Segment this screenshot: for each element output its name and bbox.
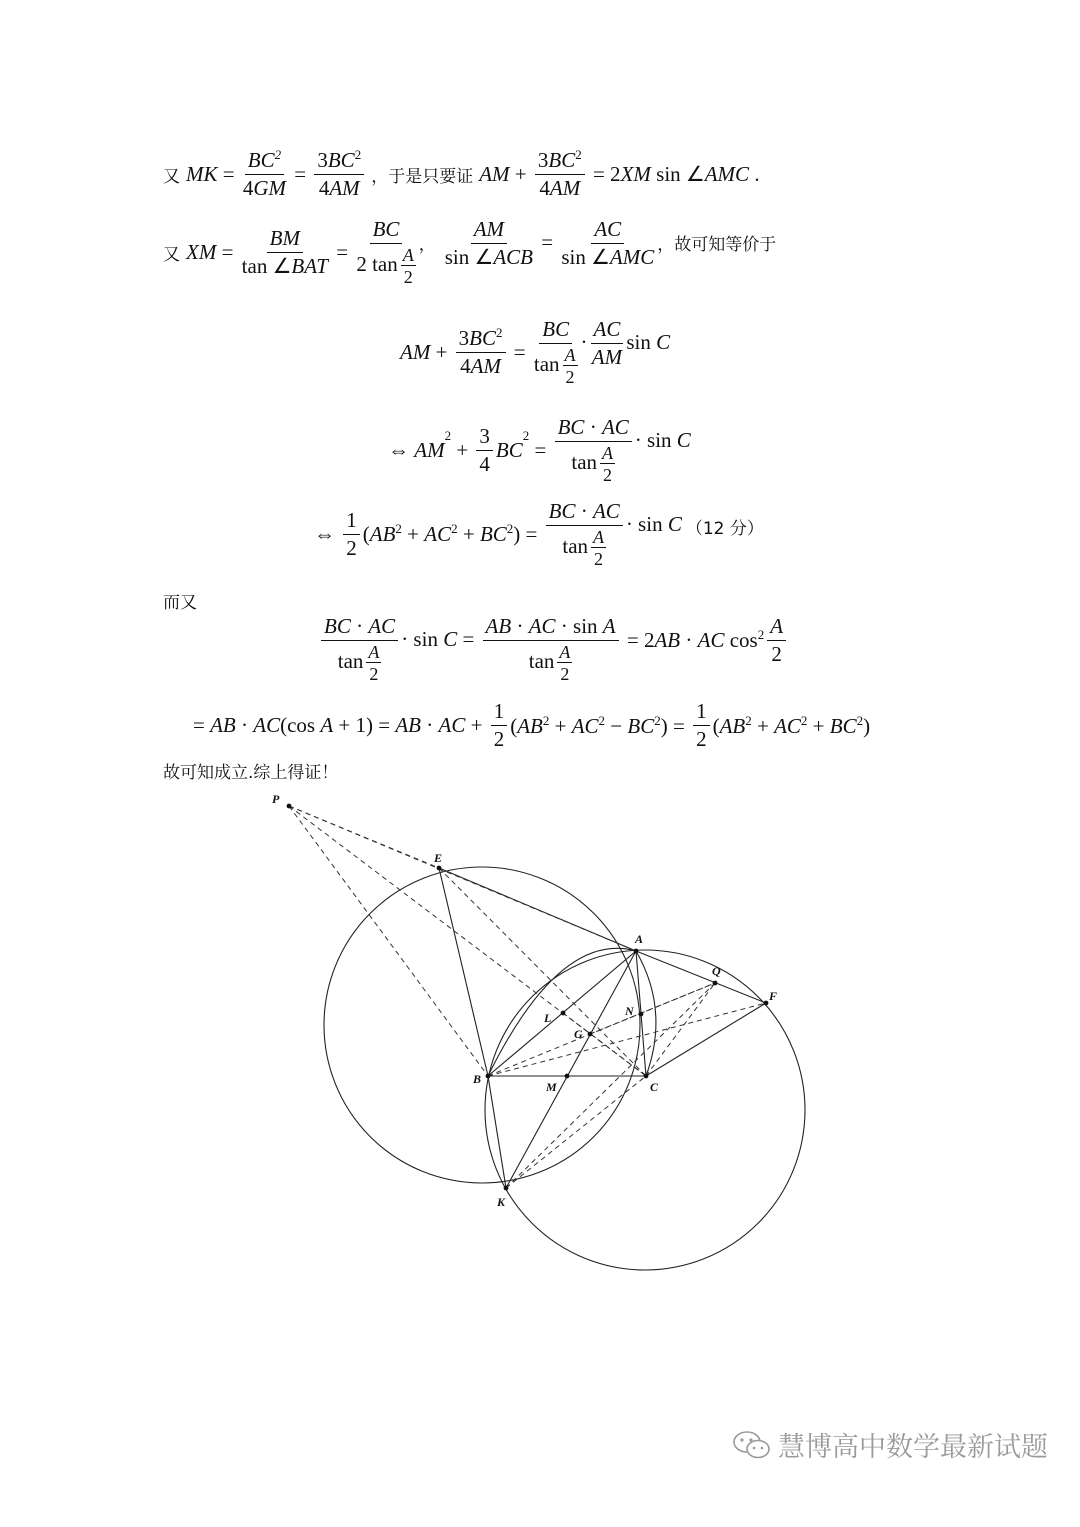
label-n: N — [625, 1004, 634, 1018]
dash-ec — [439, 868, 646, 1076]
equation-line-1: 又 MK = $\frac{BC^2}{4GM}$ = $\frac{3BC^2}{4AM}$ ，于是只要证 AM + $\frac{3BC^2}{4AM}$ = 2XM sin ∠AMC . — [163, 147, 760, 201]
point-a — [634, 949, 639, 954]
conclusion-text: 故可知成立.综上得证！ — [163, 763, 339, 783]
line2-suffix: ，故可知等价于 — [657, 235, 777, 255]
score-note: （12 分） — [685, 519, 764, 539]
segment-cf — [646, 1003, 766, 1076]
line1-prefix: 又 — [163, 166, 180, 187]
wechat-icon — [732, 1430, 772, 1460]
label-q: Q — [712, 964, 721, 978]
equation-3: AM + $\frac{3BC^2}{4AM}$ = BC tan $\frac{A}{2}$ · AC AM sin C — [400, 317, 671, 387]
segment-af — [636, 951, 766, 1003]
segment-ak — [506, 951, 636, 1188]
dash-pa — [289, 806, 636, 951]
equation-5: ⇔ 1 2 $(AB^2 + AC^2 + BC^2)$ = BC · AC tan $\frac{A}{2}$ · sin C （12 分） — [314, 499, 764, 569]
circle-right — [485, 950, 805, 1270]
dash-lc — [563, 1013, 646, 1076]
point-n — [639, 1012, 644, 1017]
line2-sep: ， — [418, 235, 436, 255]
point-c — [644, 1074, 649, 1079]
point-q — [713, 981, 718, 986]
watermark-text: 慧博高中数学最新试题 — [778, 1432, 1048, 1463]
label-m: M — [546, 1080, 557, 1094]
point-g — [588, 1032, 593, 1037]
point-f — [764, 1001, 769, 1006]
equation-7: = AB · AC(cos A + 1) = AB · AC + $\frac{1}{2}$ $(AB^2 + AC^2 - BC^2)$ = $\frac{1}{2}$ $(AB^2 + AC^2 + BC^2)$ — [193, 699, 871, 752]
point-l — [561, 1011, 566, 1016]
equation-line-2: 又 XM = BM tan ∠BAT = BC 2 tan $\frac{A}{2}$ ， AM sin ∠ACB = AC sin ∠AMC ，故可知等价于 — [163, 217, 777, 287]
circle-left — [324, 867, 640, 1183]
label-g: G — [574, 1027, 583, 1041]
label-b: B — [473, 1072, 482, 1086]
label-a: A — [635, 932, 644, 946]
point-b — [486, 1074, 491, 1079]
label-k: K — [497, 1195, 506, 1209]
label-c: C — [650, 1080, 659, 1094]
label-l: L — [544, 1011, 552, 1025]
line1-mid: ，于是只要证 — [371, 166, 474, 187]
segment-eb — [439, 868, 488, 1076]
point-k — [504, 1186, 509, 1191]
point-e — [437, 866, 442, 871]
point-m — [565, 1074, 570, 1079]
er-you-label: 而又 — [163, 593, 197, 613]
dash-pb — [289, 806, 488, 1076]
watermark — [732, 1425, 1048, 1464]
line2-prefix: 又 — [163, 244, 180, 265]
equation-6: BC · AC tan $\frac{A}{2}$ · sin C = AB · AC · sin A tan $\frac{A}{2}$ = 2AB · AC $\cos^2$ A 2 — [318, 615, 789, 684]
label-f: F — [769, 989, 778, 1003]
dash-kq — [506, 983, 715, 1188]
label-p: P — [272, 792, 280, 806]
label-e: E — [434, 851, 443, 865]
point-p — [287, 804, 292, 809]
equation-4: ⇔ AM $^2$ + $\frac{3}{4}$ BC $^2$ = BC · AC tan $\frac{A}{2}$ · sin C — [388, 415, 691, 485]
